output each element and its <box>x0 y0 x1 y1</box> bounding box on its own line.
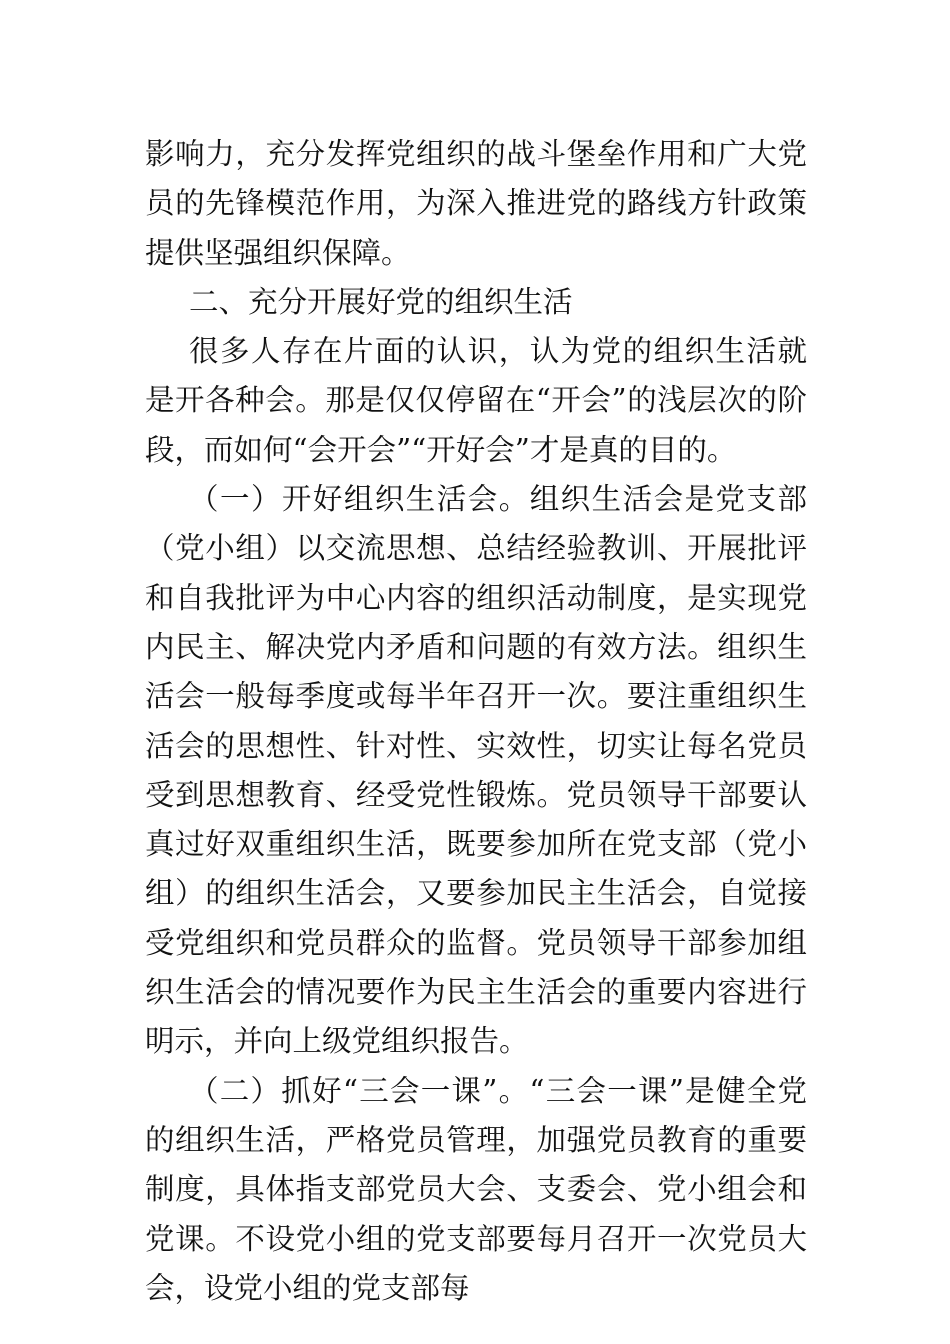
section-heading: 二、充分开展好党的组织生活 <box>189 284 573 319</box>
paragraph-subsection-one: （一）开好组织生活会。组织生活会是党支部（党小组）以交流思想、总结经验教训、开展批评和自我批评为中心内容的组织活动制度，是实现党内民主、解决党内矛盾和问题的有效方法。组织生活会一般每季度或每半年召开一次。要注重组织生活会的思想性、针对性、实效性，切实让每名党员受到思想教育、经受党性锻炼。党员领导干部要认真过好双重组织生活，既要参加所在党支部（党小组）的组织生活会，又要参加民主生活会，自觉接受党组织和党员群众的监督。党员领导干部参加组织生活会的情况要作为民主生活会的重要内容进行明示，并向上级党组织报告。 <box>145 482 807 1059</box>
document-body <box>145 130 807 1313</box>
paragraph-subsection-two: （二）抓好“三会一课”。“三会一课”是健全党的组织生活，严格党员管理，加强党员教育的重要制度，具体指支部党员大会、支委会、党小组会和党课。不设党小组的党支部要每月召开一次党员大会，设党小组的党支部每 <box>145 1073 807 1305</box>
paragraph-continuation: 影响力，充分发挥党组织的战斗堡垒作用和广大党员的先锋模范作用，为深入推进党的路线方针政策提供坚强组织保障。 <box>145 137 807 270</box>
paragraph-intro: 很多人存在片面的认识，认为党的组织生活就是开各种会。那是仅仅停留在“开会”的浅层次的阶段，而如何“会开会”“开好会”才是真的目的。 <box>145 334 807 467</box>
